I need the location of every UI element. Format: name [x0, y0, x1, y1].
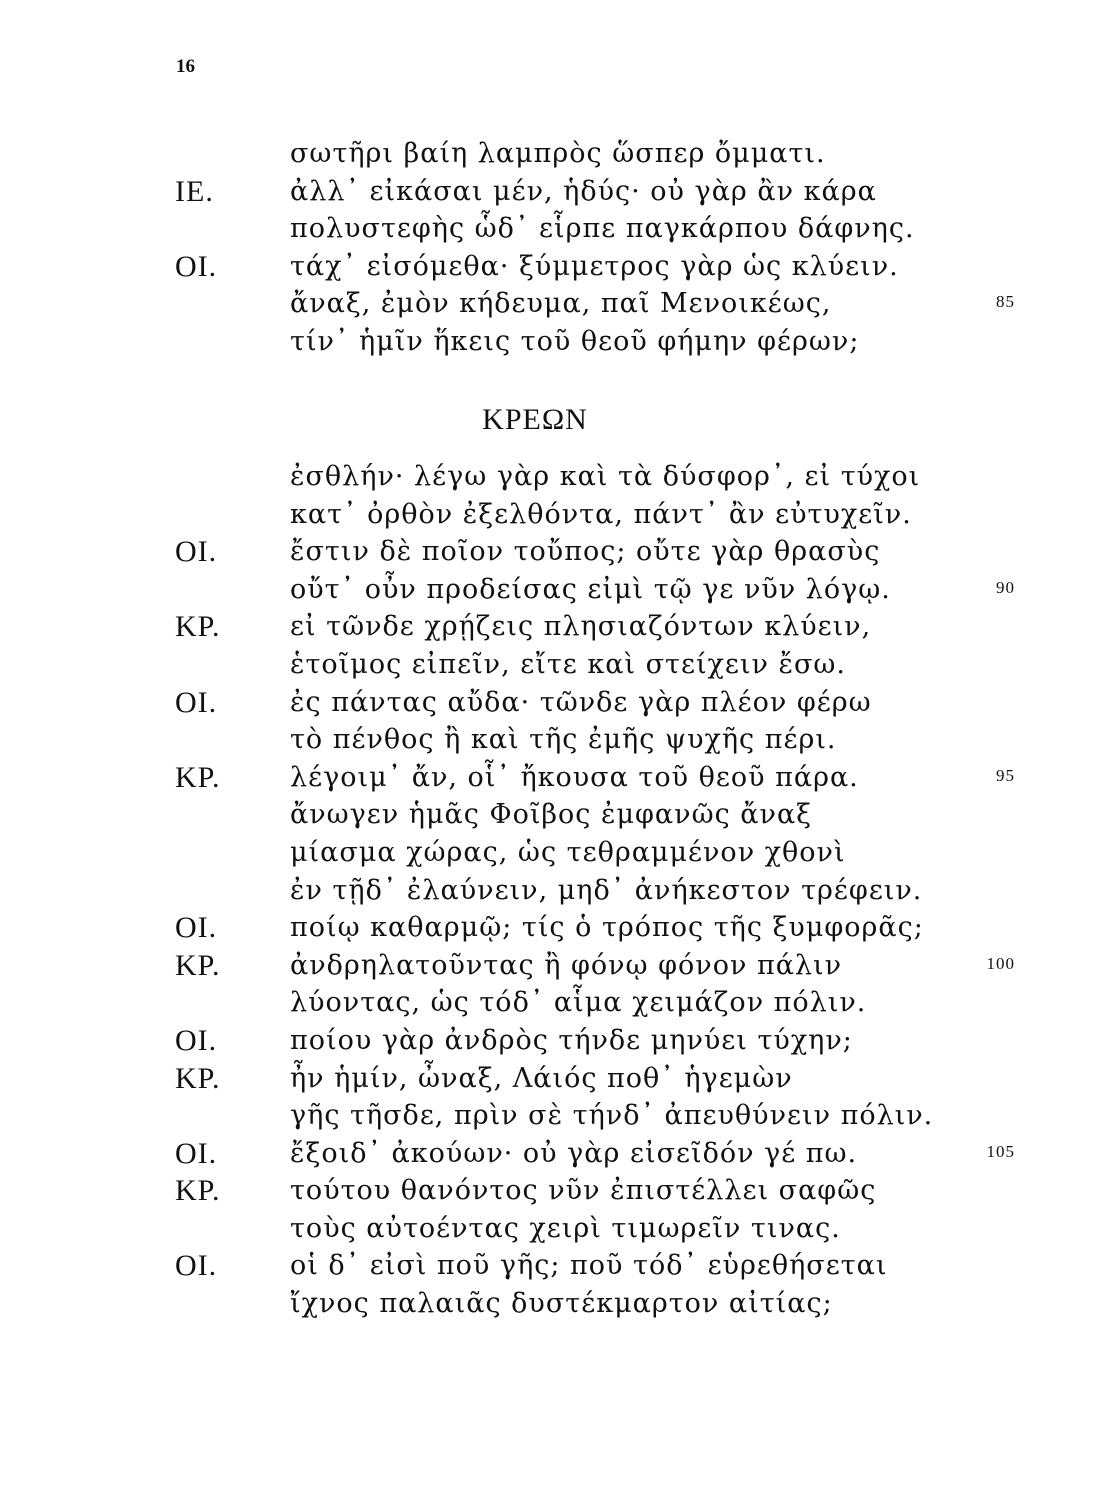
speaker-heading: ΚΡΕΩΝ [482, 403, 588, 436]
verse-text: κατ᾽ ὀρθὸν ἐξελθόντα, πάντ᾽ ἂν εὐτυχεῖν. [290, 498, 912, 530]
verse-text: ἐσθλήν· λέγω γὰρ καὶ τὰ δύσφορ᾽, εἰ τύχοι [290, 461, 921, 492]
speaker-label: ΚΡ. [175, 610, 221, 644]
verse-text: τοὺς αὐτοέντας χειρὶ τιμωρεῖν τινας. [290, 1212, 841, 1244]
verse-text: λέγοιμ᾽ ἄν, οἷ᾽ ἤκουσα τοῦ θεοῦ πάρα. [290, 761, 859, 793]
speaker-label: ΙΕ. [175, 174, 214, 208]
verse-text: ἄναξ, ἐμὸν κήδευμα, παῖ Μενοικέως, [290, 288, 832, 320]
verse-text: τούτου θανόντος νῦν ἐπιστέλλει σαφῶς [290, 1175, 877, 1207]
verse-line [0, 325, 1111, 370]
verse-text: ἐν τῇδ᾽ ἐλαύνειν, μηδ᾽ ἀνήκεστον τρέφειν. [290, 874, 923, 906]
line-number: 95 [996, 765, 1015, 785]
verse-text: τίν᾽ ἡμῖν ἥκεις τοῦ θεοῦ φήμην φέρων; [290, 325, 860, 357]
verse-text: ἄνωγεν ἡμᾶς Φοῖβος ἐμφανῶς ἄναξ [290, 799, 813, 831]
verse-text: ἔξοιδ᾽ ἀκούων· οὐ γὰρ εἰσεῖδόν γέ πω. [290, 1137, 858, 1169]
speaker-label: ΟΙ. [175, 535, 218, 569]
verse-text: ἀλλ᾽ εἰκάσαι μέν, ἡδύς· οὐ γὰρ ἂν κάρα [290, 175, 877, 207]
speaker-label: ΚΡ. [175, 1061, 221, 1095]
verse-text: τὸ πένθος ἢ καὶ τῆς ἐμῆς ψυχῆς πέρι. [290, 724, 837, 756]
speaker-label: ΟΙ. [175, 685, 218, 719]
verse-block-2 [0, 461, 1111, 1332]
verse-text: ἔστιν δὲ ποῖον τοὔπος; οὔτε γὰρ θρασὺς [290, 536, 881, 568]
line-number: 100 [986, 953, 1015, 973]
page-number: 16 [176, 56, 195, 77]
verse-text: οὔτ᾽ οὖν προδείσας εἰμὶ τῷ γε νῦν λόγῳ. [290, 573, 891, 605]
verse-text: σωτῆρι βαίη λαμπρὸς ὥσπερ ὄμματι. [290, 138, 826, 169]
verse-text: ποίῳ καθαρμῷ; τίς ὁ τρόπος τῆς ξυμφορᾶς; [290, 912, 924, 944]
line-number: 85 [996, 292, 1015, 312]
verse-text: ἐς πάντας αὔδα· τῶνδε γὰρ πλέον φέρω [290, 686, 872, 718]
verse-text: ἀνδρηλατοῦντας ἢ φόνῳ φόνον πάλιν [290, 949, 843, 981]
speaker-label: ΚΡ. [175, 1174, 221, 1208]
verse-text: πολυστεφὴς ὧδ᾽ εἷρπε παγκάρπου δάφνης. [290, 213, 915, 245]
verse-text: ποίου γὰρ ἀνδρὸς τήνδε μηνύει τύχην; [290, 1024, 853, 1056]
speaker-label: ΟΙ. [175, 1023, 218, 1057]
speaker-label: ΚΡ. [175, 948, 221, 982]
verse-text: μίασμα χώρας, ὡς τεθραμμένον χθονὶ [290, 836, 846, 868]
verse-text: λύοντας, ὡς τόδ᾽ αἷμα χειμάζον πόλιν. [290, 987, 867, 1019]
verse-line [0, 1288, 1111, 1332]
speaker-label: ΟΙ. [175, 1136, 218, 1170]
line-number: 105 [986, 1141, 1015, 1161]
verse-text: ἴχνος παλαιᾶς δυστέκμαρτον αἰτίας; [290, 1288, 833, 1320]
verse-block-1 [0, 138, 1111, 370]
verse-text: τάχ᾽ εἰσόμεθα· ξύμμετρος γὰρ ὡς κλύειν. [290, 250, 899, 282]
verse-text: ἑτοῖμος εἰπεῖν, εἴτε καὶ στείχειν ἔσω. [290, 648, 846, 680]
verse-text: οἱ δ᾽ εἰσὶ ποῦ γῆς; ποῦ τόδ᾽ εὑρεθήσεται [290, 1250, 888, 1282]
verse-text: ἦν ἡμίν, ὦναξ, Λάιός ποθ᾽ ἡγεμὼν [290, 1062, 793, 1094]
speaker-label: ΟΙ. [175, 249, 218, 283]
line-number: 90 [996, 577, 1015, 597]
speaker-label: ΟΙ. [175, 1249, 218, 1283]
speaker-label: ΚΡ. [175, 760, 221, 794]
speaker-label: ΟΙ. [175, 911, 218, 945]
verse-text: γῆς τῆσδε, πρὶν σὲ τήνδ᾽ ἀπευθύνειν πόλιν. [290, 1100, 934, 1132]
verse-text: εἰ τῶνδε χρῄζεις πλησιαζόντων κλύειν, [290, 611, 872, 643]
